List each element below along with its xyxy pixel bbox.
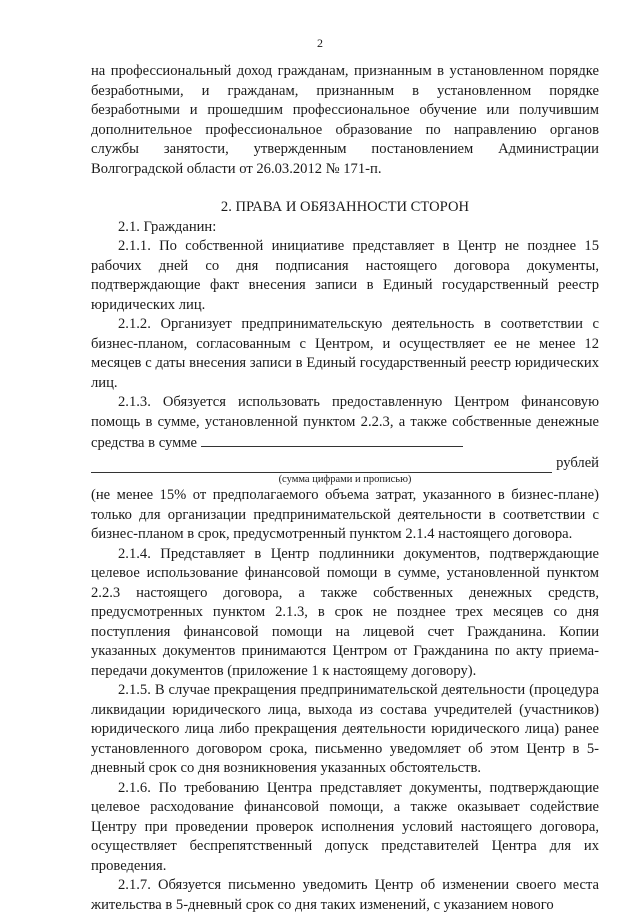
clause-2-1-6: 2.1.6. По требованию Центра представляет документы, подтверждающие целевое расходование финансовой помощи, а также оказывает содействие Центру при проведении проверок исполнения условий настоящего договора, осуществляет беспрепятственный допуск представителей Центра для их проведения.	[91, 779, 599, 874]
clause-2-1-2: 2.1.2. Организует предпринимательскую деятельность в соответствии с бизнес-планом, согласованным с Центром, и осуществляет ее не менее 12 месяцев с даты внесения записи в Единый государственный реестр юридических лиц.	[91, 316, 599, 391]
amount-fill-line-1[interactable]	[201, 432, 463, 447]
amount-caption: (сумма цифрами и прописью)	[278, 474, 412, 485]
clause-2-1-7: 2.1.7. Обязуется письменно уведомить Центр об изменении своего места жительства в 5-дневный срок со дня таких изменений, с указанием нового	[91, 877, 599, 913]
clause-2-1-3-end: (не менее 15% от предполагаемого объема затрат, указанного в бизнес-плане) только для организации предпринимательской деятельности в соответствии с бизнес-планом в срок, предусмотренный пунктом 2.1.4 настоящего договора.	[91, 487, 599, 542]
document-body	[91, 62, 599, 915]
clause-2-1-5: 2.1.5. В случае прекращения предпринимательской деятельности (процедура ликвидации юридического лица, выхода из состава учредителей (участников) юридического лица либо прекращения деятельности юридического лица) ранее установленного договором срока, письменно уведомляет об этом Центр в 5-дневный срок со дня возникновения указанных обстоятельств.	[91, 682, 599, 776]
subsection-title: 2.1. Гражданин:	[118, 218, 217, 235]
section-heading: 2. ПРАВА И ОБЯЗАННОСТИ СТОРОН	[220, 199, 470, 215]
intro-paragraph: на профессиональный доход гражданам, признанным в установленном порядке безработными, и гражданам, признанным в установленном порядке безработными и прошедшим профессиональное обучение или получившим дополнительное профессиональное образование по направлению органов службы занятости, утвержденным постановлением Администрации Волгоградской области от 26.03.2012 № 171-п.	[91, 63, 599, 177]
clause-2-1-3-text: 2.1.3. Обязуется использовать предоставленную Центром финансовую помощь в сумме, установленной пунктом 2.2.3, а также собственные денежные средства в сумме	[91, 394, 599, 451]
amount-fill-line-2[interactable]	[91, 457, 552, 473]
amount-fill-row	[91, 454, 599, 474]
page-number: 2	[317, 36, 323, 50]
clause-2-1-1: 2.1.1. По собственной инициативе представляет в Центр не позднее 15 рабочих дней со дня подписания настоящего договора документы, подтверждающие факт внесения записи в Единый государственный реестр юридических лиц.	[91, 238, 599, 313]
clause-2-1-3-start	[91, 393, 599, 454]
currency-label: рублей	[556, 454, 599, 471]
clause-2-1-4: 2.1.4. Представляет в Центр подлинники документов, подтверждающие целевое использование финансовой помощи в сумме, установленной пунктом 2.2.3 настоящего договора, а также собственных денежных средств, предусмотренных пунктом 2.1.3, в срок не позднее трех месяцев со дня поступления финансовой помощи на лицевой счет Гражданина. Копии указанных документов принимаются Центром от Гражданина по акту приема-передачи документов (приложение 1 к настоящему договору).	[91, 545, 599, 679]
